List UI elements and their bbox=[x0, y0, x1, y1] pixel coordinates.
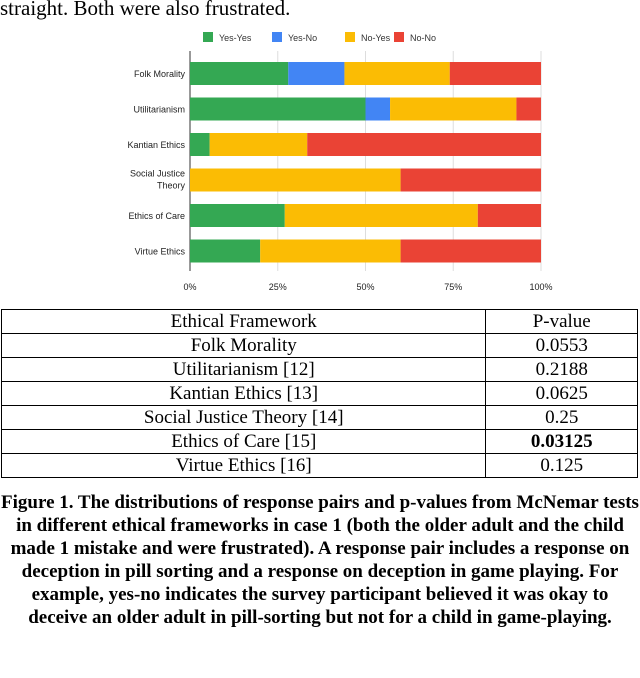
preceding-text: straight. Both were also frustrated. bbox=[0, 0, 291, 20]
table-row bbox=[2, 454, 638, 478]
header-pvalue: P-value bbox=[486, 310, 638, 334]
figure-caption: Figure 1. The distributions of response pairs and p-values from McNemar tests in different ethical frameworks in case 1 (both the older adult and the child made 1 mistake and were frustrated). A response pair includes a response on deception in pill sorting and a response on deception in game playing. For example, yes-no indicates the survey participant believed it was okay to deceive an older adult in pill-sorting but not for a child in game-playing. bbox=[1, 492, 639, 628]
bar-segment bbox=[366, 98, 391, 121]
x-tick-label: 0% bbox=[183, 282, 197, 292]
legend-label: Yes-No bbox=[288, 33, 318, 43]
header-framework: Ethical Framework bbox=[2, 310, 486, 334]
legend-label: No-Yes bbox=[361, 33, 391, 43]
pvalue-cell: 0.03125 bbox=[486, 430, 638, 454]
bar-segment bbox=[190, 169, 401, 192]
bar-segment bbox=[401, 169, 541, 192]
framework-cell: Ethics of Care [15] bbox=[2, 430, 486, 454]
pvalue-cell: 0.25 bbox=[486, 406, 638, 430]
bar-segment bbox=[307, 133, 541, 156]
category-label: Social Justice bbox=[129, 168, 185, 179]
bar-segment bbox=[190, 204, 285, 227]
legend-label: No-No bbox=[410, 33, 437, 43]
framework-cell: Utilitarianism [12] bbox=[2, 358, 486, 382]
bar-segment bbox=[344, 62, 449, 85]
category-label: Theory bbox=[156, 180, 185, 191]
stacked-bar-chart bbox=[0, 20, 640, 300]
bar-segment bbox=[210, 133, 308, 156]
legend-swatch bbox=[394, 32, 404, 42]
category-label: Virtue Ethics bbox=[134, 246, 185, 257]
p-value-table bbox=[1, 309, 638, 478]
bar-segment bbox=[285, 204, 478, 227]
table-row bbox=[2, 406, 638, 430]
framework-cell: Kantian Ethics [13] bbox=[2, 382, 486, 406]
category-label: Kantian Ethics bbox=[127, 140, 185, 150]
bar-segment bbox=[190, 133, 210, 156]
category-label: Utilitarianism bbox=[133, 104, 185, 115]
pvalue-cell: 0.0625 bbox=[486, 382, 638, 406]
x-tick-label: 25% bbox=[268, 282, 287, 292]
bar-segment bbox=[516, 98, 541, 121]
table-row bbox=[2, 430, 638, 454]
legend-swatch bbox=[203, 32, 213, 42]
framework-cell: Folk Morality bbox=[2, 334, 486, 358]
x-tick-label: 50% bbox=[356, 282, 375, 292]
pvalue-cell: 0.0553 bbox=[486, 334, 638, 358]
legend-label: Yes-Yes bbox=[219, 33, 252, 43]
bar-segment bbox=[260, 240, 400, 263]
framework-cell: Social Justice Theory [14] bbox=[2, 406, 486, 430]
legend-swatch bbox=[345, 32, 355, 42]
bar-segment bbox=[190, 98, 366, 121]
bar-segment bbox=[288, 62, 344, 85]
pvalue-cell: 0.125 bbox=[486, 454, 638, 478]
legend-swatch bbox=[272, 32, 282, 42]
table-row bbox=[2, 382, 638, 406]
framework-cell: Virtue Ethics [16] bbox=[2, 454, 486, 478]
table-row bbox=[2, 334, 638, 358]
pvalue-cell: 0.2188 bbox=[486, 358, 638, 382]
x-tick-label: 100% bbox=[529, 282, 553, 292]
bar-segment bbox=[190, 62, 288, 85]
bar-segment bbox=[401, 240, 541, 263]
x-tick-label: 75% bbox=[444, 282, 463, 292]
bar-segment bbox=[478, 204, 541, 227]
bar-segment bbox=[190, 240, 260, 263]
table-row bbox=[2, 358, 638, 382]
bar-segment bbox=[450, 62, 541, 85]
category-label: Folk Morality bbox=[133, 69, 185, 79]
bar-segment bbox=[390, 98, 516, 121]
category-label: Ethics of Care bbox=[128, 211, 185, 221]
table-header-row bbox=[2, 310, 638, 334]
